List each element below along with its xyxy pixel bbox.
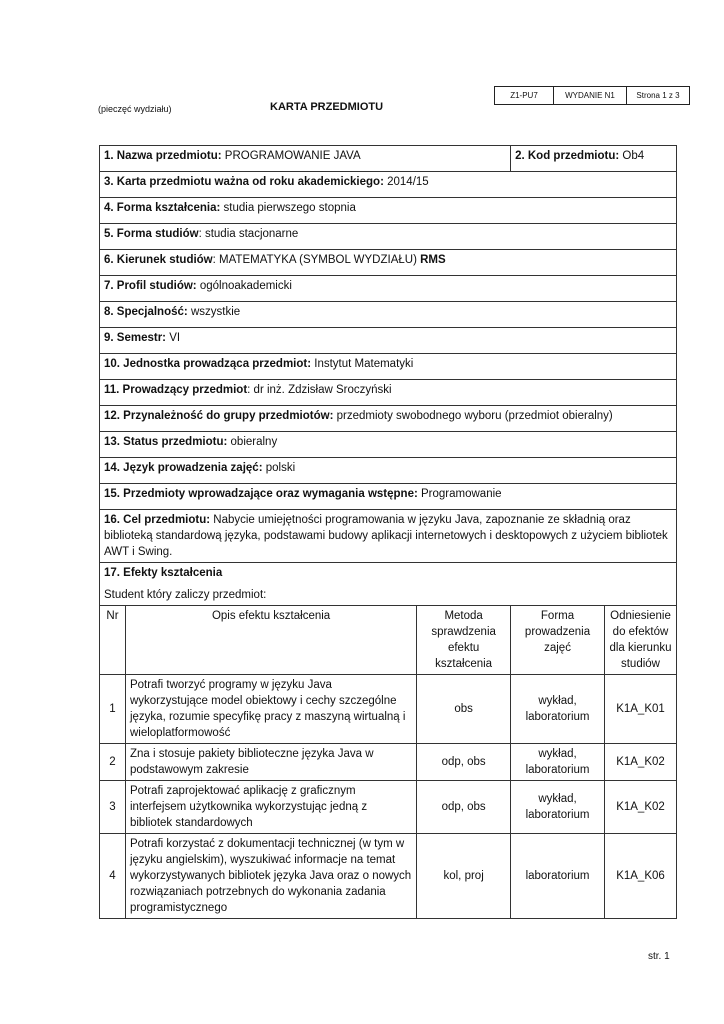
field-label: 6. Kierunek studiów (104, 254, 213, 266)
field-value: obieralny (230, 436, 278, 448)
field-value: 2014/15 (387, 176, 429, 188)
field-label: 16. Cel przedmiotu: (104, 514, 211, 526)
field-label: 14. Język prowadzenia zajęć: (104, 462, 263, 474)
field-label: 13. Status przedmiotu: (104, 436, 228, 448)
field-label: 3. Karta przedmiotu ważna od roku akademickiego: (104, 176, 384, 188)
col-header-ref: Odniesienie do efektów dla kierunku studiów (604, 606, 676, 675)
effect-nr: 1 (100, 675, 126, 744)
effect-ref: K1A_K02 (604, 744, 676, 781)
table-row (100, 675, 677, 744)
field-value: Programowanie (421, 488, 502, 500)
field-label: 7. Profil studiów: (104, 280, 197, 292)
col-header-desc: Opis efektu kształcenia (125, 606, 416, 675)
effects-intro: Student który zaliczy przedmiot: (104, 589, 267, 601)
field-value: : studia stacjonarne (198, 228, 299, 240)
faculty-symbol: RMS (420, 254, 446, 266)
field-label: 17. Efekty kształcenia (104, 567, 223, 579)
field-label: 4. Forma kształcenia: (104, 202, 221, 214)
field-row-15 (100, 484, 677, 510)
field-value: Instytut Matematyki (314, 358, 414, 370)
effect-form: wykład, laboratorium (511, 675, 605, 744)
field-value: Nabycie umiejętności programowania w języku Java, zapoznanie ze składnią oraz biblioteką standardową języka, podstawami budowy aplikacji internetowych i desktopowych z użyciem bibliotek AWT i Swing. (104, 514, 668, 558)
field-value: : MATEMATYKA (SYMBOL WYDZIAŁU) (212, 254, 417, 266)
field-row-1 (100, 146, 677, 172)
field-label: 10. Jednostka prowadząca przedmiot: (104, 358, 312, 370)
page-number: str. 1 (648, 951, 670, 962)
field-label: 11. Prowadzący przedmiot (104, 384, 248, 396)
field-label: 8. Specjalność: (104, 306, 188, 318)
page-title: KARTA PRZEDMIOTU (270, 101, 384, 113)
table-row (100, 744, 677, 781)
effect-ref: K1A_K06 (604, 834, 676, 919)
effect-form: wykład, laboratorium (511, 781, 605, 834)
field-label: 2. Kod przedmiotu: (515, 150, 620, 162)
col-header-nr: Nr (100, 606, 126, 675)
document-code-box (494, 86, 690, 105)
field-value: PROGRAMOWANIE JAVA (224, 150, 361, 162)
field-label: 1. Nazwa przedmiotu: (104, 150, 222, 162)
effect-method: kol, proj (417, 834, 511, 919)
field-label: 9. Semestr: (104, 332, 167, 344)
field-row-13 (100, 432, 677, 458)
effect-nr: 2 (100, 744, 126, 781)
course-card-table (99, 145, 677, 919)
edition: WYDANIE N1 (554, 87, 627, 105)
field-row-17 (100, 563, 677, 606)
effects-header-row (100, 606, 677, 675)
field-value: ogólnoakademicki (199, 280, 292, 292)
field-value: przedmioty swobodnego wyboru (przedmiot obieralny) (336, 410, 613, 422)
field-row-11 (100, 380, 677, 406)
field-value: Ob4 (622, 150, 645, 162)
page-of: Strona 1 z 3 (627, 87, 690, 105)
table-row (100, 781, 677, 834)
field-value: VI (169, 332, 181, 344)
field-row-9 (100, 328, 677, 354)
field-value: polski (265, 462, 296, 474)
effect-desc: Zna i stosuje pakiety biblioteczne języka Java w podstawowym zakresie (125, 744, 416, 781)
field-row-14 (100, 458, 677, 484)
field-value: wszystkie (190, 306, 241, 318)
doc-code: Z1-PU7 (495, 87, 554, 105)
effect-nr: 4 (100, 834, 126, 919)
field-row-4 (100, 198, 677, 224)
field-value: : dr inż. Zdzisław Sroczyński (247, 384, 392, 396)
field-row-10 (100, 354, 677, 380)
effect-method: odp, obs (417, 744, 511, 781)
field-value: studia pierwszego stopnia (223, 202, 356, 214)
field-row-12 (100, 406, 677, 432)
table-row (100, 834, 677, 919)
field-row-7 (100, 276, 677, 302)
field-row-3 (100, 172, 677, 198)
field-label: 12. Przynależność do grupy przedmiotów: (104, 410, 334, 422)
effect-form: laboratorium (511, 834, 605, 919)
field-row-5 (100, 224, 677, 250)
effect-desc: Potrafi zaprojektować aplikację z graficznym interfejsem użytkownika wykorzystując jedną z bibliotek standardowych (125, 781, 416, 834)
field-label: 5. Forma studiów (104, 228, 199, 240)
effect-method: odp, obs (417, 781, 511, 834)
effect-method: obs (417, 675, 511, 744)
effect-ref: K1A_K02 (604, 781, 676, 834)
effect-desc: Potrafi tworzyć programy w języku Java wykorzystujące model obiektowy i cechy szczególne języka, rozumie specyfikę pracy z maszyną wirtualną i wieloplatformowość (125, 675, 416, 744)
effect-form: wykład, laboratorium (511, 744, 605, 781)
effect-ref: K1A_K01 (604, 675, 676, 744)
col-header-form: Forma prowadzenia zajęć (511, 606, 605, 675)
field-label: 15. Przedmioty wprowadzające oraz wymagania wstępne: (104, 488, 418, 500)
effect-nr: 3 (100, 781, 126, 834)
faculty-stamp: (pieczęć wydziału) (98, 104, 172, 114)
col-header-method: Metoda sprawdzenia efektu kształcenia (417, 606, 511, 675)
field-row-8 (100, 302, 677, 328)
field-row-6 (100, 250, 677, 276)
field-row-16 (100, 510, 677, 563)
effect-desc: Potrafi korzystać z dokumentacji technicznej (w tym w języku angielskim), wyszukiwać informacje na temat wykorzystywanych bibliotek języka Java oraz o nowych rozwiązaniach potrzebnych do wykonania zadania programistycznego (125, 834, 416, 919)
